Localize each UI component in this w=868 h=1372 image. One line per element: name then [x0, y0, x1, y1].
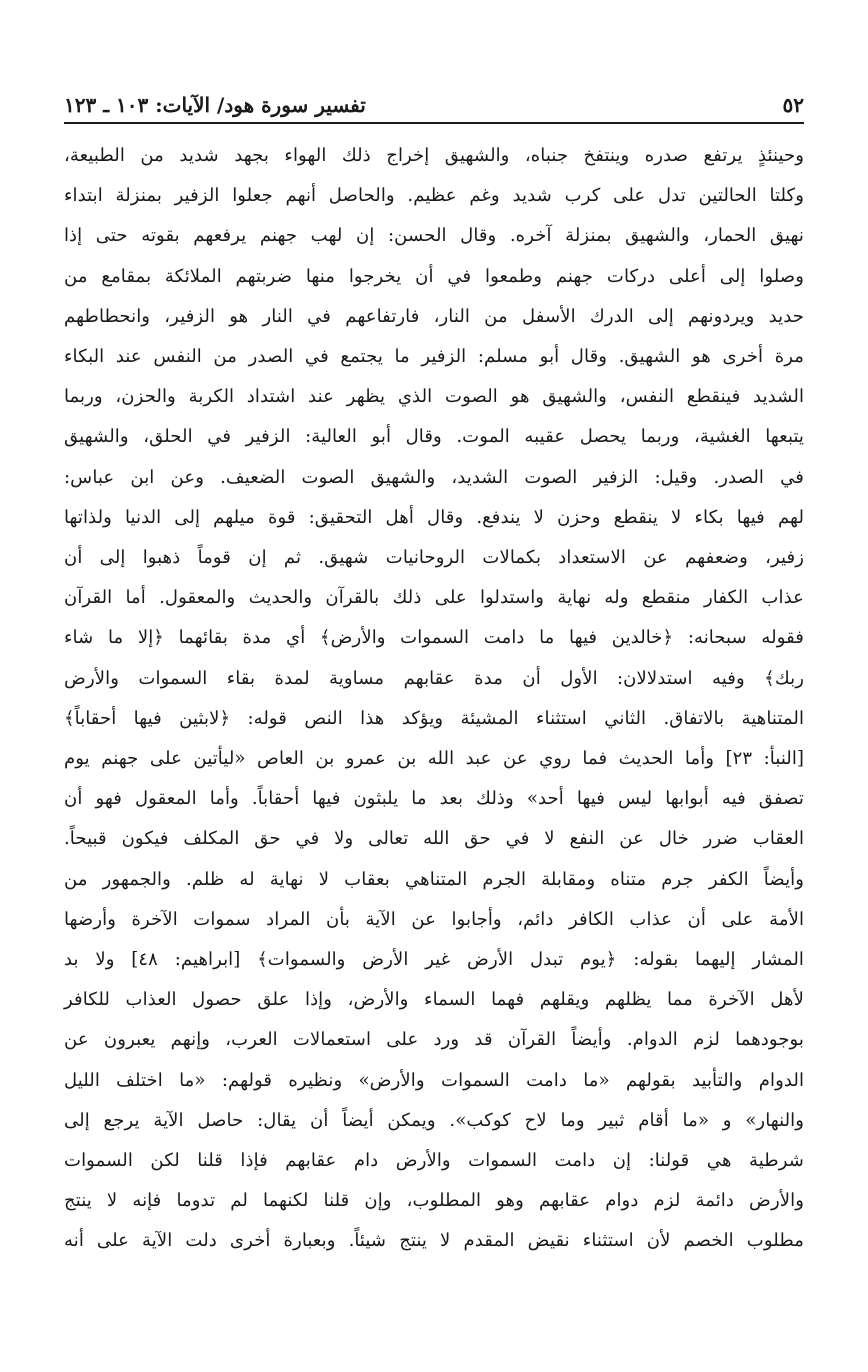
text-line: وكلتا الحالتين تدل على كرب شديد وغم عظيم. والحاصل أنهم جعلوا الزفير بمنزلة ابتداء	[64, 185, 804, 207]
text-line: والنهار» و «ما أقام ثبير وما لاح كوكب». ويمكن أيضاً أن يقال: حاصل الآية يرجع إلى	[64, 1109, 804, 1131]
text-line: الدوام والتأبيد بقولهم «ما دامت السموات والأرض» ونظيره قولهم: «ما اختلف الليل	[64, 1069, 804, 1091]
text-line: فقوله سبحانه: ﴿خالدين فيها ما دامت السموات والأرض﴾ أي مدة بقائهما ﴿إلا ما شاء	[64, 627, 804, 649]
text-line: والأرض دائمة لزم دوام عقابهم وهو المطلوب، وإن قلنا لكنهما لم تدوما فإنه لا ينتج	[64, 1190, 804, 1212]
text-line: المشار إليهما بقوله: ﴿يوم تبدل الأرض غير الأرض والسموات﴾ [ابراهيم: ٤٨] ولا بد	[64, 949, 804, 971]
text-line: الأمة على أن عذاب الكافر دائم، وأجابوا عن الآية بأن المراد سموات الآخرة وأرضها	[64, 908, 804, 930]
text-line: حديد ويردونهم إلى الدرك الأسفل من النار، فارتفاعهم في النار هو الزفير، وانحطاطهم	[64, 305, 804, 327]
text-line: يتبعها الغشية، وربما يحصل عقيبه الموت. وقال أبو العالية: الزفير في الحلق، والشهيق	[64, 426, 804, 448]
body-text	[64, 136, 804, 1262]
page-header	[64, 88, 804, 122]
text-line: شرطية هي قولنا: إن دامت السموات والأرض دام عقابهم فإذا قلنا لكن السموات	[64, 1150, 804, 1172]
text-line: نهيق الحمار، والشهيق بمنزلة آخره. وقال الحسن: إن لهب جهنم يرفعهم بقوته حتى إذا	[64, 225, 804, 247]
text-line: مطلوب الخصم لأن استثناء نقيض المقدم لا ينتج شيئاً. وبعبارة أخرى دلت الآية على أنه	[64, 1230, 804, 1252]
text-line: لهم فيها بكاء لا ينقطع وحزن لا يندفع. وقال أهل التحقيق: قوة ميلهم إلى الدنيا ولذاتها	[64, 506, 804, 528]
text-line: وصلوا إلى أعلى دركات جهنم وطمعوا في أن يخرجوا منها ضربتهم الملائكة بمقامع من	[64, 265, 804, 287]
text-line: عذاب الكفار منقطع وله نهاية واستدلوا على ذلك بالقرآن والحديث والمعقول. أما القرآن	[64, 587, 804, 609]
text-line: مرة أخرى هو الشهيق. وقال أبو مسلم: الزفير ما يجتمع في الصدر من النفس عند البكاء	[64, 346, 804, 368]
text-line: لأهل الآخرة مما يظلهم ويقلهم فهما السماء والأرض، وإذا علق حصول العذاب للكافر	[64, 989, 804, 1011]
text-line: زفير، وضعفهم عن الاستعداد بكمالات الروحانيات شهيق. ثم إن قوماً ذهبوا إلى أن	[64, 547, 804, 569]
text-line: [النبأ: ٢٣] وأما الحديث فما روي عن عبد الله بن عمرو بن العاص «ليأتين على جهنم يوم	[64, 748, 804, 770]
text-line: ربك﴾ وفيه استدلالان: الأول أن مدة عقابهم مساوية لمدة بقاء السموات والأرض	[64, 667, 804, 689]
text-line: الشديد فينقطع النفس، والشهيق هو الصوت الذي يظهر عند اشتداد الكربة والحزن، وربما	[64, 386, 804, 408]
text-line: المتناهية بالاتفاق. الثاني استثناء المشيئة ويؤكد هذا النص قوله: ﴿لابثين فيها أحقاباً﴾	[64, 707, 804, 729]
text-line: العقاب ضرر خال عن النفع لا في حق الله تعالى ولا في حق المكلف فيكون قبيحاً.	[64, 828, 804, 850]
text-line: بوجودهما لزم الدوام. وأيضاً القرآن قد ورد على استعمالات العرب، وإنهم يعبرون عن	[64, 1029, 804, 1051]
text-line: وحينئذٍ يرتفع صدره وينتفخ جنباه، والشهيق إخراج ذلك الهواء بجهد شديد من الطبيعة،	[64, 145, 804, 166]
header-rule	[64, 122, 804, 124]
text-line: تصفق فيه أبوابها ليس فيها أحد» وذلك بعد ما يلبثون فيها أحقاباً. وأما المعقول فهو أن	[64, 788, 804, 810]
text-line: وأيضاً الكفر جرم متناه ومقابلة الجرم المتناهي بعقاب لا نهاية له ظلم. والجمهور من	[64, 868, 804, 890]
page-number: ٥٢	[782, 93, 804, 117]
text-line: في الصدر. وقيل: الزفير الصوت الشديد، والشهيق الصوت الضعيف. وعن ابن عباس:	[64, 466, 804, 488]
running-title: تفسير سورة هود/ الآيات: ١٠٣ ـ ١٢٣	[64, 93, 366, 117]
